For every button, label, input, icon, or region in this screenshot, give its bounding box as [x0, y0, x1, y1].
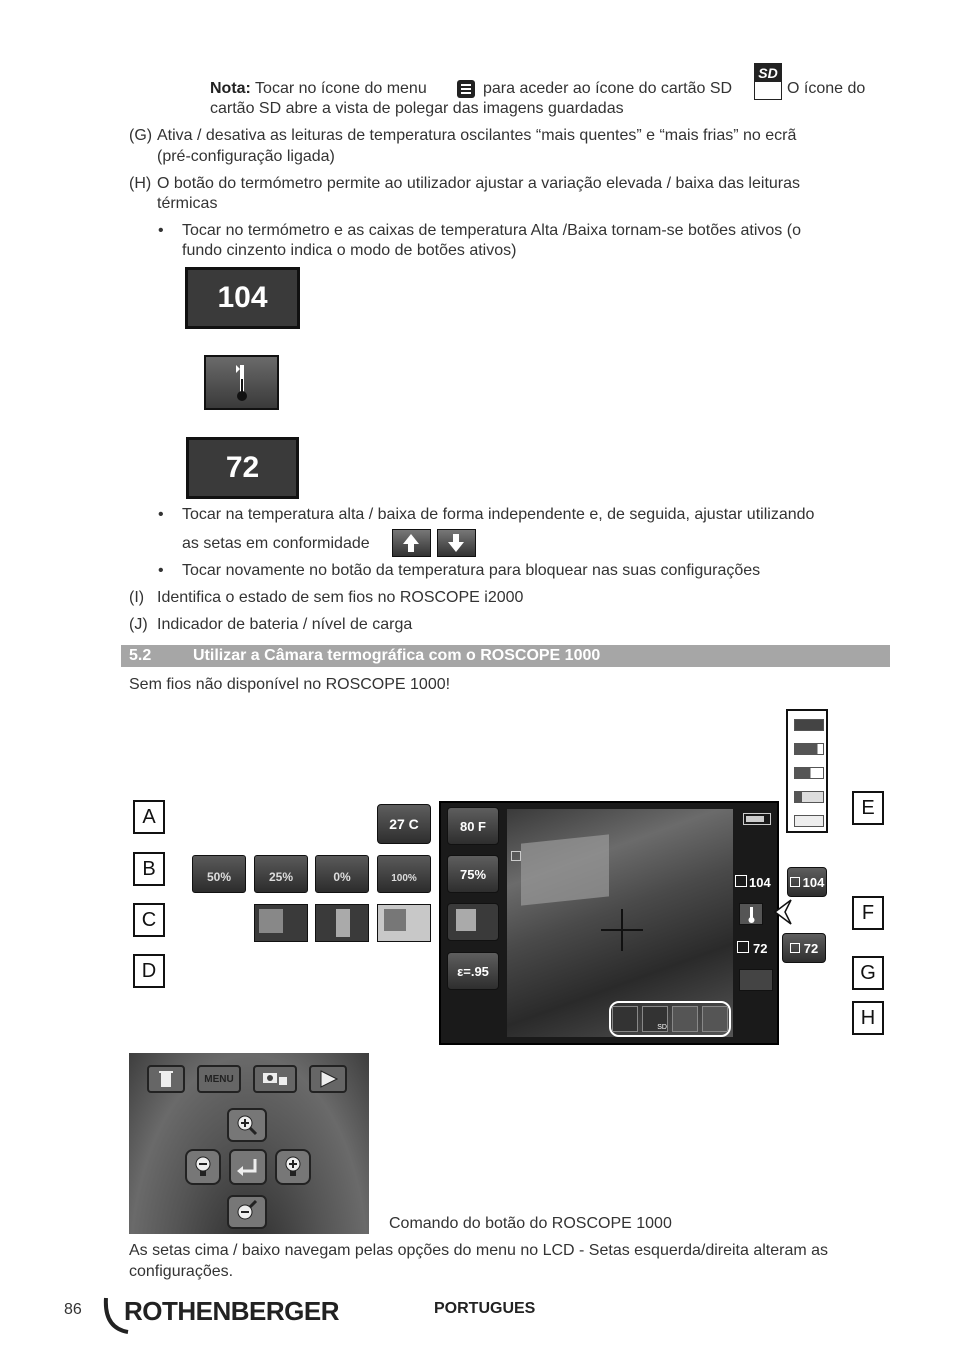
hot-marker-icon: [735, 875, 747, 887]
item-j-label: (J): [129, 616, 148, 633]
item-i-label: (I): [129, 589, 145, 606]
opacity-100-button[interactable]: 100%: [377, 855, 431, 893]
opacity-0-button[interactable]: 0%: [315, 855, 369, 893]
device-screen: [439, 801, 779, 1045]
low-temp-value: 72: [753, 941, 768, 956]
low-temp-readout: [737, 941, 767, 956]
thermometer-small-button[interactable]: [739, 903, 763, 925]
navigation-note-line-1: As setas cima / baixo navegam pelas opções do menu no LCD - Setas esquerda/direita alteram as: [129, 1242, 829, 1259]
menu-key[interactable]: MENU: [197, 1065, 241, 1093]
item-i-text: Identifica o estado de sem fios no ROSCOPE i2000: [157, 589, 524, 606]
item-g-line-1: Ativa / desativa as leituras de temperatura oscilantes “mais quentes” e “mais frias” no ecrã: [157, 127, 797, 144]
item-h-label: (H): [129, 175, 152, 192]
pointer-arrow-icon: [773, 898, 795, 926]
opacity-75-button[interactable]: 75%: [447, 855, 499, 893]
bullet-3-line-1: Tocar novamente no botão da temperatura para bloquear nas suas configurações: [182, 562, 761, 579]
zoom-out-key[interactable]: [227, 1195, 267, 1229]
crosshair-icon: [599, 907, 645, 953]
cold-marker-icon: [790, 943, 800, 953]
settings-small-button[interactable]: [739, 969, 773, 991]
language-label: PORTUGUES: [434, 1300, 536, 1317]
opacity-50-button[interactable]: 50%: [192, 855, 246, 893]
section-number: 5.2: [129, 647, 152, 664]
bulb-plus-icon: [277, 1151, 309, 1183]
thumbnail-sd[interactable]: SD: [642, 1006, 668, 1032]
brand-logo: ROTHENBERGER: [124, 1296, 340, 1326]
temp-celsius-button[interactable]: 27 C: [377, 804, 431, 844]
play-icon: [311, 1067, 345, 1091]
item-h-line-1: O botão do termómetro permite ao utilizador ajustar a variação elevada / baixa das leituras: [157, 175, 801, 192]
callout-c: C: [133, 903, 165, 937]
thermal-hotspot: [521, 834, 609, 905]
thumbnail-3[interactable]: [672, 1006, 698, 1032]
item-g-line-2: (pré-configuração ligada): [157, 148, 335, 165]
pip-preview-icon: [456, 909, 476, 931]
battery-levels-panel: [786, 709, 828, 833]
emissivity-button[interactable]: ε=.95: [447, 952, 499, 990]
cold-marker-icon: [737, 941, 749, 953]
nota-text-2: para aceder ao ícone do cartão SD: [483, 80, 733, 97]
item-j-text: Indicador de bateria / nível de carga: [157, 616, 413, 633]
nota-text-4: cartão SD abre a vista de polegar das imagens guardadas: [210, 100, 624, 117]
low-temp-button[interactable]: [782, 933, 826, 963]
callout-e: E: [852, 791, 884, 825]
callout-g: G: [852, 956, 884, 990]
pip-preview-icon: [336, 909, 350, 937]
bullet-icon: •: [158, 506, 164, 523]
thermometer-icon: [740, 904, 762, 924]
temp-fahrenheit-button[interactable]: 80 F: [447, 807, 499, 845]
enter-icon: [231, 1151, 265, 1183]
thumbnail-4[interactable]: [702, 1006, 728, 1032]
arrow-down-button[interactable]: [437, 529, 476, 557]
zoom-in-key[interactable]: [227, 1108, 267, 1142]
camera-icon: [255, 1067, 295, 1091]
thermometer-button[interactable]: [204, 355, 279, 410]
battery-high-icon: [794, 743, 824, 755]
keypad-caption: Comando do botão do ROSCOPE 1000: [389, 1215, 672, 1232]
pip-preview-icon: [384, 909, 406, 931]
section-title: Utilizar a Câmara termográfica com o ROSCOPE 1000: [193, 647, 601, 664]
arrow-up-icon: [393, 530, 430, 556]
callout-a: A: [133, 800, 165, 834]
camera-video-key[interactable]: [253, 1065, 297, 1093]
pip-mode-button[interactable]: [447, 903, 499, 941]
pip-mode-1-button[interactable]: [254, 904, 308, 942]
zoom-in-icon: [229, 1110, 265, 1140]
battery-full-icon: [794, 719, 824, 731]
bullet-icon: •: [158, 562, 164, 579]
item-h-line-2: térmicas: [157, 195, 218, 212]
pip-preview-icon: [259, 909, 283, 933]
opacity-25-button[interactable]: 25%: [254, 855, 308, 893]
item-g-label: (G): [129, 127, 153, 144]
pip-mode-3-button[interactable]: [377, 904, 431, 942]
battery-icon: [743, 813, 771, 825]
bulb-minus-icon: [187, 1151, 219, 1183]
crosshair-marker: [511, 851, 521, 861]
battery-mid-icon: [794, 767, 824, 779]
thermometer-icon: [206, 357, 277, 408]
light-down-key[interactable]: [185, 1149, 221, 1185]
play-key[interactable]: [309, 1065, 347, 1093]
bullet-1-line-2: fundo cinzento indica o modo de botões ativos): [182, 242, 517, 259]
battery-fill: [746, 816, 764, 822]
arrow-down-icon: [438, 530, 475, 556]
section-intro: Sem fios não disponível no ROSCOPE 1000!: [129, 676, 451, 693]
section-header: [121, 645, 890, 667]
thumbnail-1[interactable]: [612, 1006, 638, 1032]
battery-low-icon: [794, 791, 824, 803]
nota-text: Tocar no ícone do menu: [255, 80, 427, 97]
battery-empty-icon: [794, 815, 824, 827]
nota-label: Nota:: [210, 80, 251, 97]
nota-text-3: O ícone do: [787, 80, 866, 97]
zoom-out-icon: [229, 1197, 265, 1227]
trash-icon: [149, 1067, 183, 1091]
light-up-key[interactable]: [275, 1149, 311, 1185]
page-number: 86: [64, 1301, 82, 1318]
sd-card-icon: [754, 63, 782, 100]
arrow-up-button[interactable]: [392, 529, 431, 557]
delete-key[interactable]: [147, 1065, 185, 1093]
menu-icon: [456, 79, 476, 99]
high-temp-value: 104: [749, 875, 771, 890]
pip-mode-2-button[interactable]: [315, 904, 369, 942]
low-temp-box[interactable]: 72: [186, 437, 299, 499]
bullet-icon: •: [158, 222, 164, 239]
thumbnail-bar: [609, 1001, 731, 1037]
keypad-photo: [129, 1053, 369, 1234]
navigation-note-line-2: configurações.: [129, 1263, 234, 1280]
bullet-2-line-2: as setas em conformidade: [182, 535, 370, 552]
sd-card-label: SD: [755, 64, 781, 82]
callout-f: F: [852, 896, 884, 930]
callout-d: D: [133, 954, 165, 988]
high-temp-button[interactable]: [787, 867, 827, 897]
callout-b: B: [133, 852, 165, 886]
high-temp-box[interactable]: 104: [185, 267, 300, 329]
enter-key[interactable]: [229, 1149, 267, 1185]
bullet-2-line-1: Tocar na temperatura alta / baixa de forma independente e, de seguida, ajustar utilizando: [182, 506, 815, 523]
low-temp-button-value: 72: [803, 940, 819, 956]
callout-h: H: [852, 1001, 884, 1035]
hot-marker-icon: [790, 877, 800, 887]
high-temp-readout: [735, 875, 771, 890]
bullet-1-line-1: Tocar no termómetro e as caixas de temperatura Alta /Baixa tornam-se botões ativos (o: [182, 222, 801, 239]
high-temp-button-value: 104: [802, 874, 825, 890]
